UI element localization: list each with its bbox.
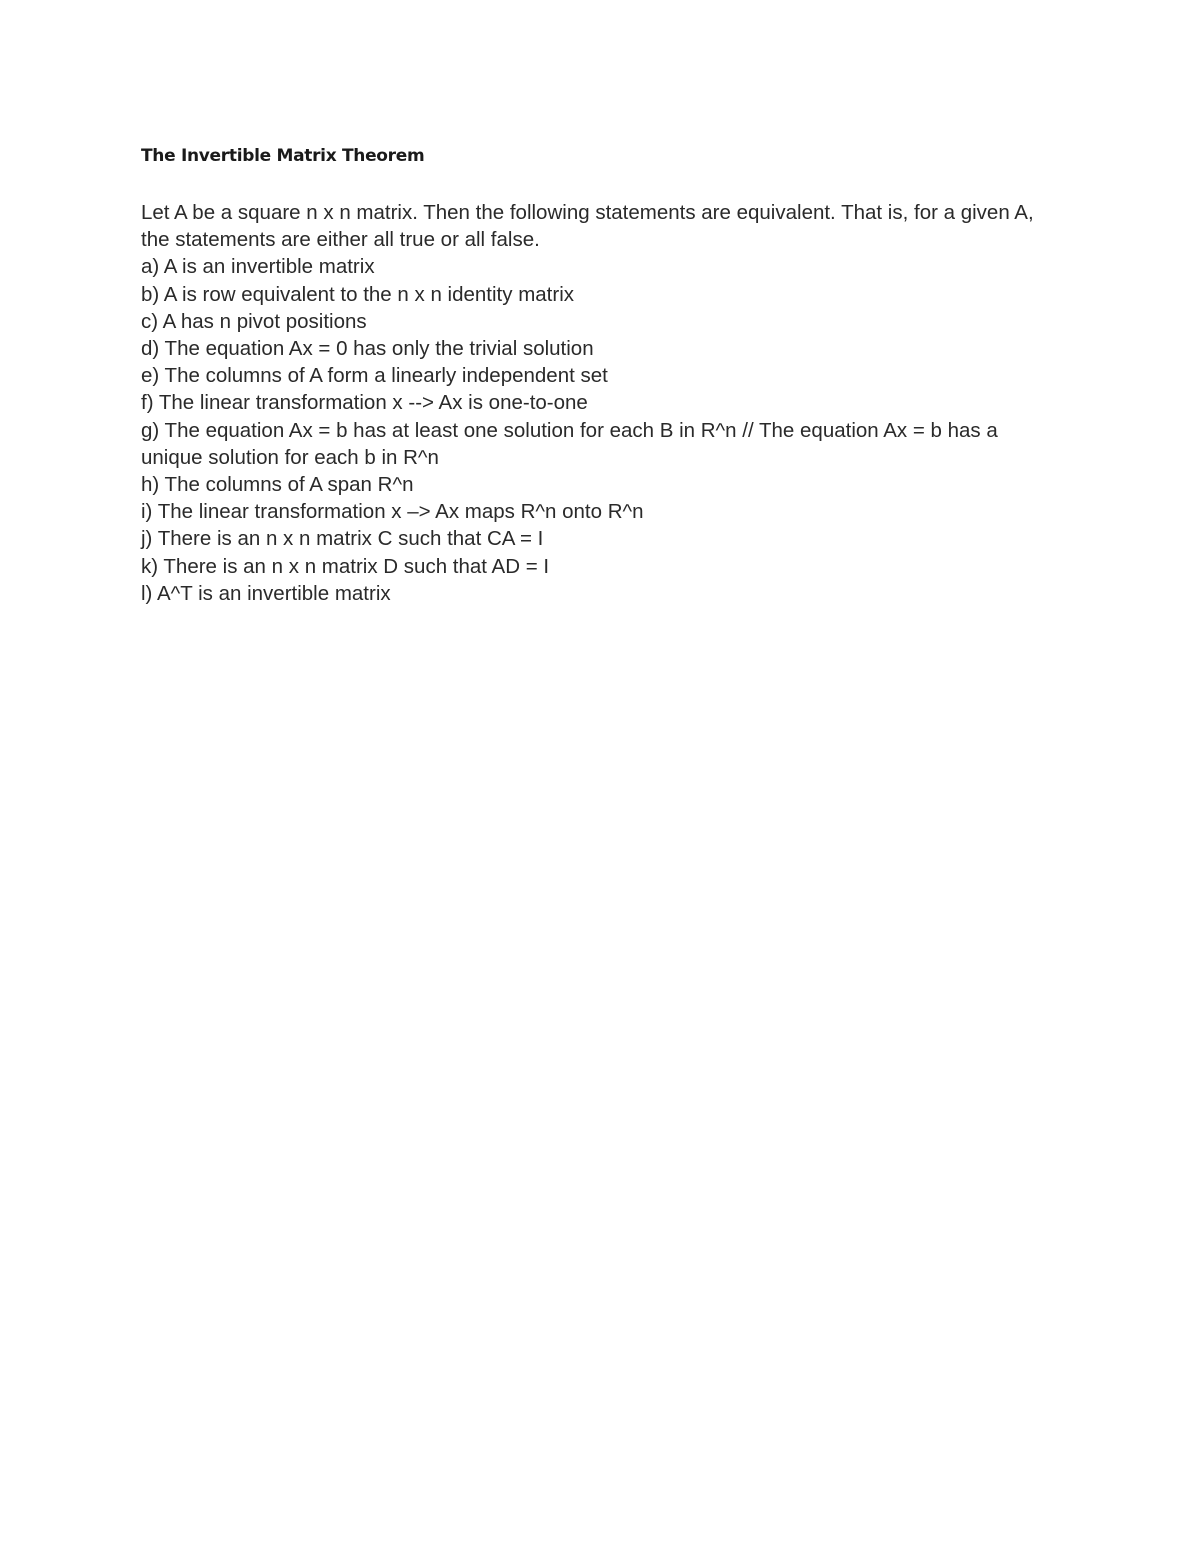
statement-a: a) A is an invertible matrix [141, 255, 375, 279]
statement-j: j) There is an n x n matrix C such that CA = I [141, 527, 544, 551]
statement-i: i) The linear transformation x –> Ax maps R^n onto R^n [141, 500, 644, 524]
document-title: The Invertible Matrix Theorem [141, 146, 425, 166]
statement-d: d) The equation Ax = 0 has only the trivial solution [141, 337, 594, 361]
statement-l: l) A^T is an invertible matrix [141, 581, 391, 605]
statement-h: h) The columns of A span R^n [141, 473, 414, 497]
statement-b: b) A is row equivalent to the n x n identity matrix [141, 282, 574, 306]
statement-k: k) There is an n x n matrix D such that AD = I [141, 554, 550, 578]
statement-c: c) A has n pivot positions [141, 309, 367, 333]
statement-f: f) The linear transformation x --> Ax is one-to-one [141, 391, 588, 415]
statement-g: g) The equation Ax = b has at least one solution for each B in R^n // The equation Ax = b has a unique solution for each b in R^n [141, 418, 998, 469]
statement-e: e) The columns of A form a linearly independent set [141, 364, 608, 388]
intro-paragraph: Let A be a square n x n matrix. Then the following statements are equivalent. That is, for a given A, the statements are either all true or all false. [141, 201, 1034, 252]
document-body [141, 199, 1061, 607]
